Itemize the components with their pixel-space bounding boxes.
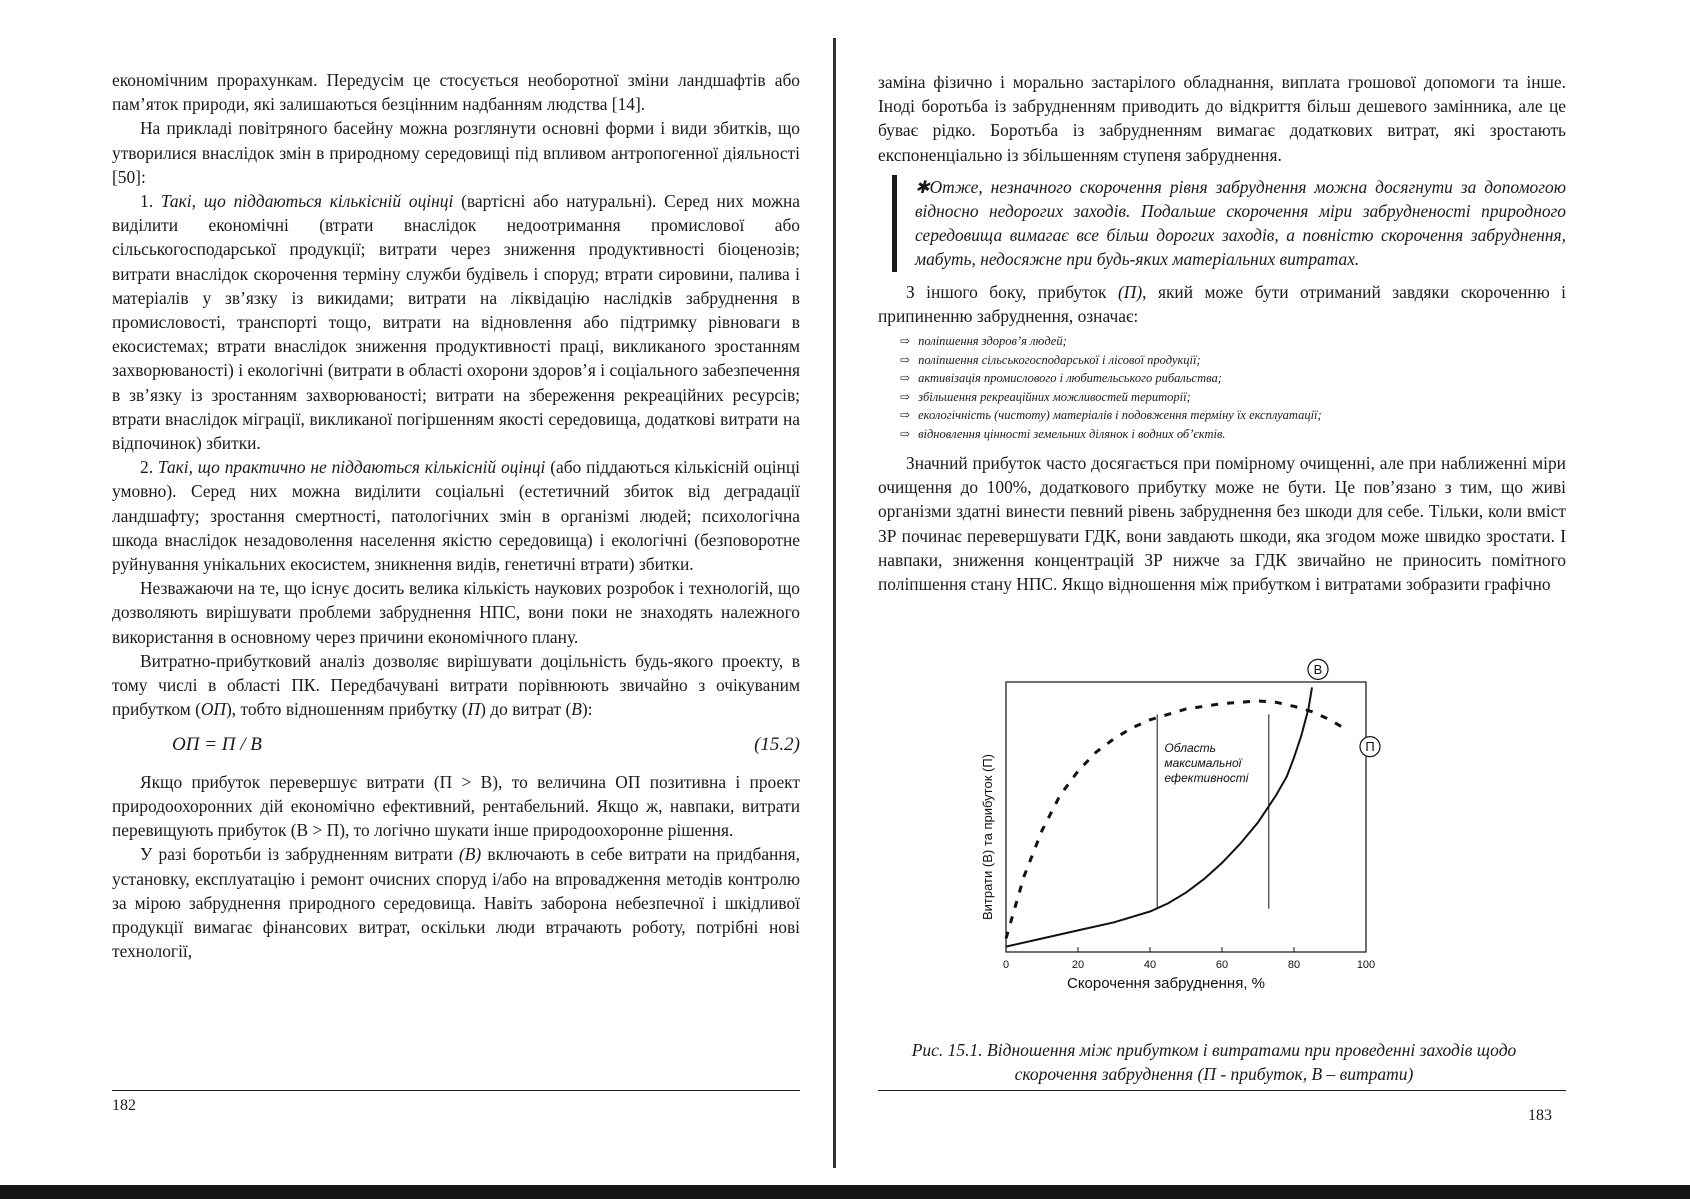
list-item: ⇨ поліпшення сільськогосподарської і лісової продукції; — [900, 351, 1566, 370]
region-annotation: ефективності — [1164, 771, 1249, 786]
x-tick-label: 40 — [1143, 959, 1157, 971]
item-title: Такі, що практично не піддаються кількісній оцінці — [157, 457, 546, 478]
region-annotation: максимальної — [1164, 756, 1242, 771]
series-line-costs — [1006, 687, 1312, 946]
right-page — [830, 0, 1690, 1199]
paragraph: У разі боротьби із забрудненням витрати (В) включають в себе витрати на придбання, установку, експлуатацію і ремонт очисних споруд і/або на впровадження методів контролю за мірою забруднення природного середовища. Навіть заборона небезпечної і шкідливої продукції вимагає фінансових витрат, оскільки люди втрачають роботу, потрібні нові технології, — [112, 844, 800, 962]
figure-chart — [966, 661, 1496, 1022]
arrow-icon: ⇨ — [900, 352, 911, 367]
left-page-text — [112, 68, 800, 963]
right-page-text — [878, 70, 1566, 596]
list-item: ⇨ активізація промислового і любительського рибальства; — [900, 369, 1566, 388]
paragraph: Якщо прибуток перевершує витрати (П > В), то величина ОП позитивна і проект природоохоронних дій економічно ефективний, рентабельний. Якщо ж, навпаки, витрати перевищують прибуток (В > П), то логічно шукати інше природоохоронне рішення. — [112, 771, 800, 841]
item-title: Такі, що піддаються кількісній оцінці — [160, 191, 454, 212]
benefit-list — [900, 332, 1566, 443]
figure-caption: Рис. 15.1. Відношення між прибутком і витратами при проведенні заходів щодо скорочення забруднення (П - прибуток, В – витрати) — [911, 1040, 1517, 1084]
x-tick-label: 60 — [1215, 959, 1229, 971]
paragraph: З іншого боку, прибуток (П), який може бути отриманий завдяки скороченню і припиненню забруднення, означає: — [878, 281, 1566, 326]
paragraph: На прикладі повітряного басейну можна розглянути основні форми і види збитків, що утворилися внаслідок змін в природному середовищі під впливом антропогенної діяльності [50]: — [112, 118, 800, 187]
footer-rule — [112, 1090, 800, 1091]
asterisk-icon: ✱ — [915, 176, 930, 197]
arrow-icon: ⇨ — [900, 408, 911, 423]
arrow-icon: ⇨ — [900, 426, 911, 441]
left-page — [0, 0, 820, 1199]
arrow-icon: ⇨ — [900, 371, 911, 386]
arrow-icon: ⇨ — [900, 389, 911, 404]
region-annotation: Область — [1164, 741, 1216, 756]
list-item: ⇨ відновлення цінності земельних ділянок і водних об’єктів. — [900, 425, 1566, 444]
series-line-profit — [1006, 701, 1348, 939]
x-tick-label: 80 — [1287, 959, 1301, 971]
conclusion-text: Отже, незначного скорочення рівня забруднення можна досягнути за допомогою відносно недорогих заходів. Подальше скорочення міри забрудненості природного середовища вимагає все більш дорогих заходів, а повністю скорочення забруднення, мабуть, недосяжне при будь-яких матеріальних витратах. — [915, 176, 1566, 270]
paragraph-cost-benefit: Витратно-прибутковий аналіз дозволяє вирішувати доцільність будь-якого проекту, в тому числі в області ПК. Передбачувані витрати порівнюють звичайно з очікуваним прибутком (ОП), тобто відношенням прибутку (П) до витрат (В): — [112, 650, 800, 720]
x-axis-label: Скорочення забруднення, % — [1066, 975, 1266, 992]
page-number: 183 — [1528, 1107, 1552, 1124]
list-item-quantifiable: 1. Такі, що піддаються кількісній оцінці (вартісні або натуральні). Серед них можна виділити економічні (втрати внаслідок недоотримання промислової або сільськогосподарської продукції; витрати через зниження продуктивності біоценозів; витрати внаслідок скорочення терміну служби будівель і споруд; втрати сировини, палива і матеріалів у зв’язку із викидами; витрати на ліквідацію наслідків забруднення в промисловості, транспорті тощо, витрати на відновлення або підтримку рівноваги в екосистемах; втрати внаслідок зниження продуктивності праці, викликаного зростанням захворюваності) і екологічні (витрати в області охорони здоров’я і соціального забезпечення в зв’язку із зростанням захворюваності; витрати на збереження рекреаційних ресурсів; втрати внаслідок міграції, викликаної погіршенням якості середовища, додаткові витрати на відпочинок) збитки. — [112, 191, 800, 454]
list-item: ⇨ екологічність (чистоту) матеріалів і подовження терміну їх експлуатації; — [900, 406, 1566, 425]
plot-frame — [1006, 682, 1366, 952]
list-item: ⇨ поліпшення здоров’я людей; — [900, 332, 1566, 351]
conclusion-box — [892, 175, 1566, 272]
y-axis-label: Витрати (В) та прибуток (П) — [980, 753, 995, 921]
paragraph: заміна фізично і морально застарілого обладнання, виплата грошової допомоги та інше. Іноді боротьба із забрудненням приводить до відкриття більш дешевого замінника, але це буває рідко. Боротьба із забрудненням вимагає додаткових витрат, які зростають експоненціально із збільшенням ступеня забруднення. — [878, 72, 1566, 165]
paragraph: економічним прорахункам. Передусім це стосується необоротної зміни ландшафтів або пам’яток природи, які залишаються безцінним надбанням людства [14]. — [112, 70, 800, 115]
series-label: В — [1313, 661, 1323, 677]
arrow-icon: ⇨ — [900, 334, 911, 349]
paragraph: Незважаючи на те, що існує досить велика кількість наукових розробок і технологій, що дозволяють вирішувати проблеми забруднення НПС, вони поки не знаходять належного використання в основному через причини економічного плану. — [112, 578, 800, 647]
list-item-non-quantifiable: 2. Такі, що практично не піддаються кількісній оцінці (або піддаються кількісній оцінці умовно). Серед них можна виділити соціальні (естетичний збиток від деградації ландшафту; зростання смертності, патологічних змін в організмі людей; психологічна шкода внаслідок незадоволення населення якістю середовища) і екологічні (безповоротне руйнування унікальних екосистем, зникнення видів, генетичні втрати) збитки. — [112, 457, 800, 575]
paragraph: Значний прибуток часто досягається при помірному очищенні, але при наближенні міри очищення до 100%, додаткового прибутку може не бути. Це пов’язано з тим, що живі організми здатні винести певний рівень забруднення без шкоди для себе. Тільки, коли вміст ЗР починає перевершувати ГДК, вони завдають шкоди, яка згодом може швидко зростати. І навпаки, зниження концентрацій ЗР нижче за ГДК звичайно не приносить помітного поліпшення стану НПС. Якщо відношення між прибутком і витратами зобразити графічно — [878, 453, 1566, 595]
list-item: ⇨ збільшення рекреаційних можливостей території; — [900, 388, 1566, 407]
x-tick-label: 100 — [1356, 959, 1376, 971]
formula — [112, 721, 800, 769]
formula-number: (15.2) — [754, 734, 800, 756]
x-tick-label: 20 — [1071, 959, 1085, 971]
formula-expression: ОП = П / В — [172, 734, 262, 756]
x-tick-label: 0 — [1002, 959, 1010, 971]
footer-rule — [878, 1090, 1566, 1091]
chart-svg — [966, 661, 1496, 1022]
scan-edge-bar — [0, 1185, 1690, 1199]
page-number: 182 — [112, 1097, 136, 1114]
series-label: П — [1365, 739, 1375, 755]
